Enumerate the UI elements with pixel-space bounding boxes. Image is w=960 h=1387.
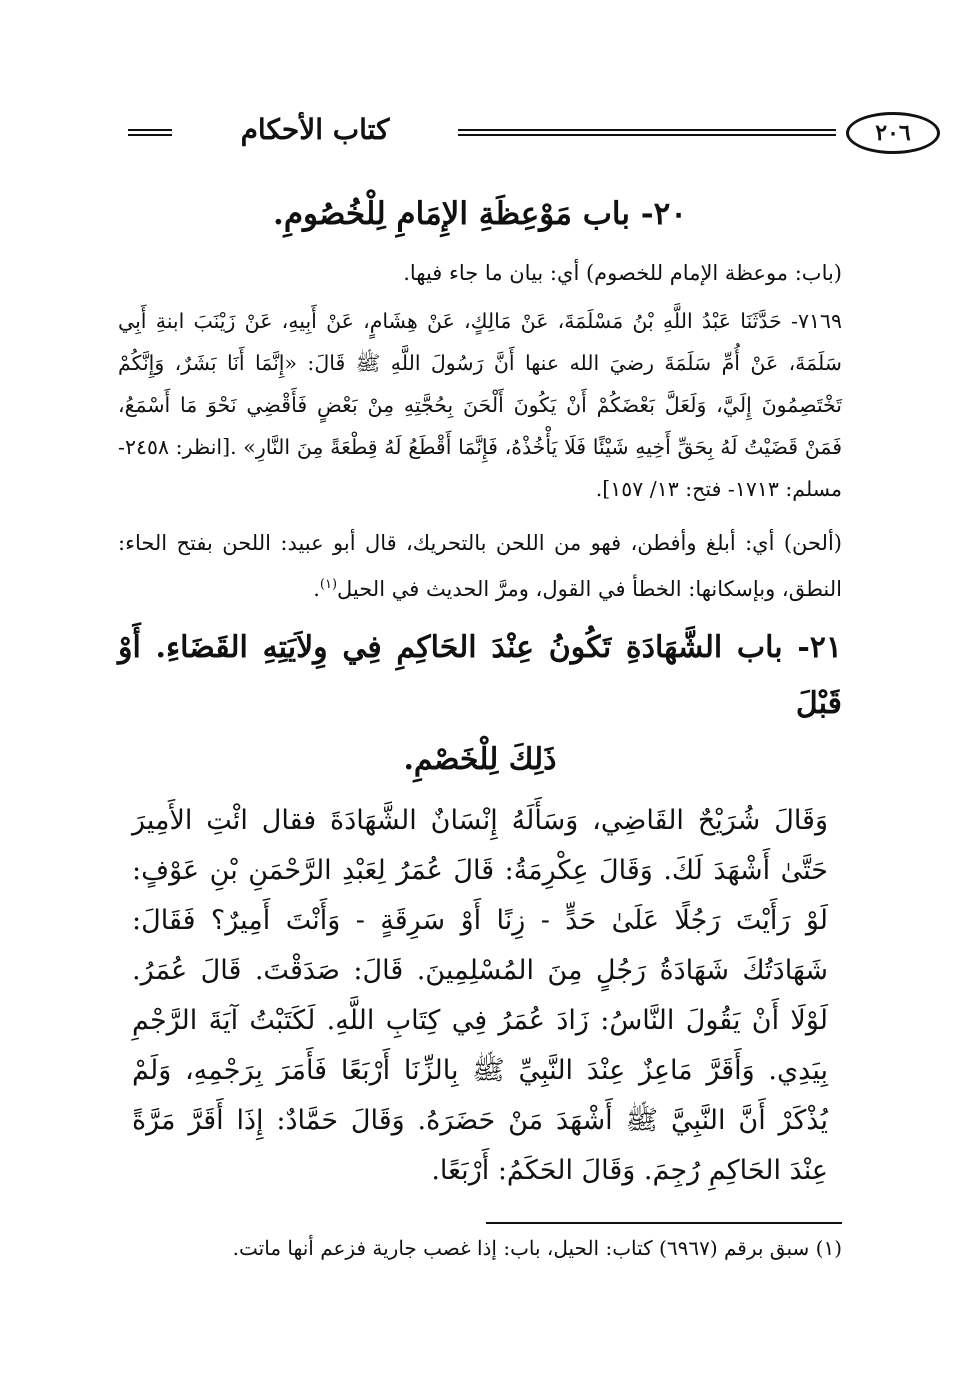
header-rule-left	[128, 129, 172, 136]
page-content	[118, 190, 842, 1196]
commentary-end: .	[313, 577, 320, 601]
chapter-21-heading	[118, 620, 842, 788]
footnote: (١) سبق برقم (٦٩٦٧) كتاب: الحيل، باب: إذا غصب جارية فزعم أنها ماتت.	[232, 1236, 842, 1260]
footnote-rule	[486, 1222, 842, 1224]
chapter-20-intro: (باب: موعظة الإمام للخصوم) أي: بيان ما جاء فيها.	[403, 261, 842, 285]
header-rule-middle	[458, 129, 836, 136]
commentary-text: (ألحن) أي: أبلغ وأفطن، فهو من اللحن بالتحريك، قال أبو عبيد: اللحن بفتح الحاء: النطق، وبإسكانها: الخطأ في القول، ومرَّ الحديث في الحيل	[118, 531, 842, 601]
book-title: كتاب الأحكام	[240, 113, 390, 146]
page-number: ٢٠٦	[846, 112, 940, 154]
chapter-21-heading-line1: ٢١- باب الشَّهَادَةِ تَكُونُ عِنْدَ الحَاكِمِ فِي وِلاَيَتِهِ القَضَاءِ. أَوْ قَبْلَ	[118, 630, 842, 721]
chapter-21-body: وَقَالَ شُرَيْحٌ القَاضِي، وَسَأَلَهُ إِنْسَانٌ الشَّهَادَةَ فقال ائْتِ الأَمِيرَ حَتَّىٰ أَشْهَدَ لَكَ. وَقَالَ عِكْرِمَةُ: قَالَ عُمَرُ لِعَبْدِ الرَّحْمَنِ بْنِ عَوْفٍ: لَوْ رَأَيْتَ رَجُلًا عَلَىٰ حَدٍّ - زِنًا أَوْ سَرِقَةٍ - وَأَنْتَ أَمِيرٌ؟ فَقَالَ: شَهَادَتُكَ شَهَادَةُ رَجُلٍ مِنَ المُسْلِمِينَ. قَالَ: صَدَقْتَ. قَالَ عُمَرُ. لَوْلَا أَنْ يَقُولَ النَّاسُ: زَادَ عُمَرُ فِي كِتَابِ اللَّهِ. لَكَتَبْتُ آيَةَ الرَّجْمِ بِيَدِي. وَأَقَرَّ مَاعِزٌ عِنْدَ النَّبِيِّ ﷺ بِالزِّنَا أَرْبَعًا فَأَمَرَ بِرَجْمِهِ، وَلَمْ يُذْكَرْ أَنَّ النَّبِيَّ ﷺ أَشْهَدَ مَنْ حَضَرَهُ. وَقَالَ حَمَّادٌ: إِذَا أَقَرَّ مَرَّةً عِنْدَ الحَاكِمِ رُجِمَ. وَقَالَ الحَكَمُ: أَرْبَعًا.	[132, 805, 828, 1186]
commentary-paragraph	[118, 522, 842, 610]
hadith-7169: ٧١٦٩- حَدَّثَنَا عَبْدُ اللَّهِ بْنُ مَسْلَمَةَ، عَنْ مَالِكٍ، عَنْ هِشَامٍ، عَنْ أَبِيهِ، عَنْ زَيْنَبَ ابنةِ أَبِي سَلَمَةَ، عَنْ أُمِّ سَلَمَةَ رضيَ الله عنها أَنَّ رَسُولَ اللَّهِ ﷺ قَالَ: «إِنَّمَا أَنَا بَشَرٌ، وَإِنَّكُمْ تَخْتَصِمُونَ إِلَيَّ، وَلَعَلَّ بَعْضَكُمْ أَنْ يَكُونَ أَلْحَنَ بِحُجَّتِهِ مِنْ بَعْضٍ فَأَقْضِي نَحْوَ مَا أَسْمَعُ، فَمَنْ قَضَيْتُ لَهُ بِحَقِّ أَخِيهِ شَيْئًا فَلَا يَأْخُذْهُ، فَإِنَّمَا أَقْطَعُ لَهُ قِطْعَةً مِنَ النَّارِ» .[انظر: ٢٤٥٨- مسلم: ١٧١٣- فتح: ١٣/ ١٥٧].	[118, 309, 842, 501]
footnote-marker: (١)	[319, 577, 338, 592]
page-header	[128, 108, 911, 156]
chapter-21-heading-line2: ذَلِكَ لِلْخَصْمِ.	[403, 742, 557, 777]
chapter-20-heading: ٢٠- باب مَوْعِظَةِ الإِمَامِ لِلْخُصُومِ.	[273, 196, 687, 232]
